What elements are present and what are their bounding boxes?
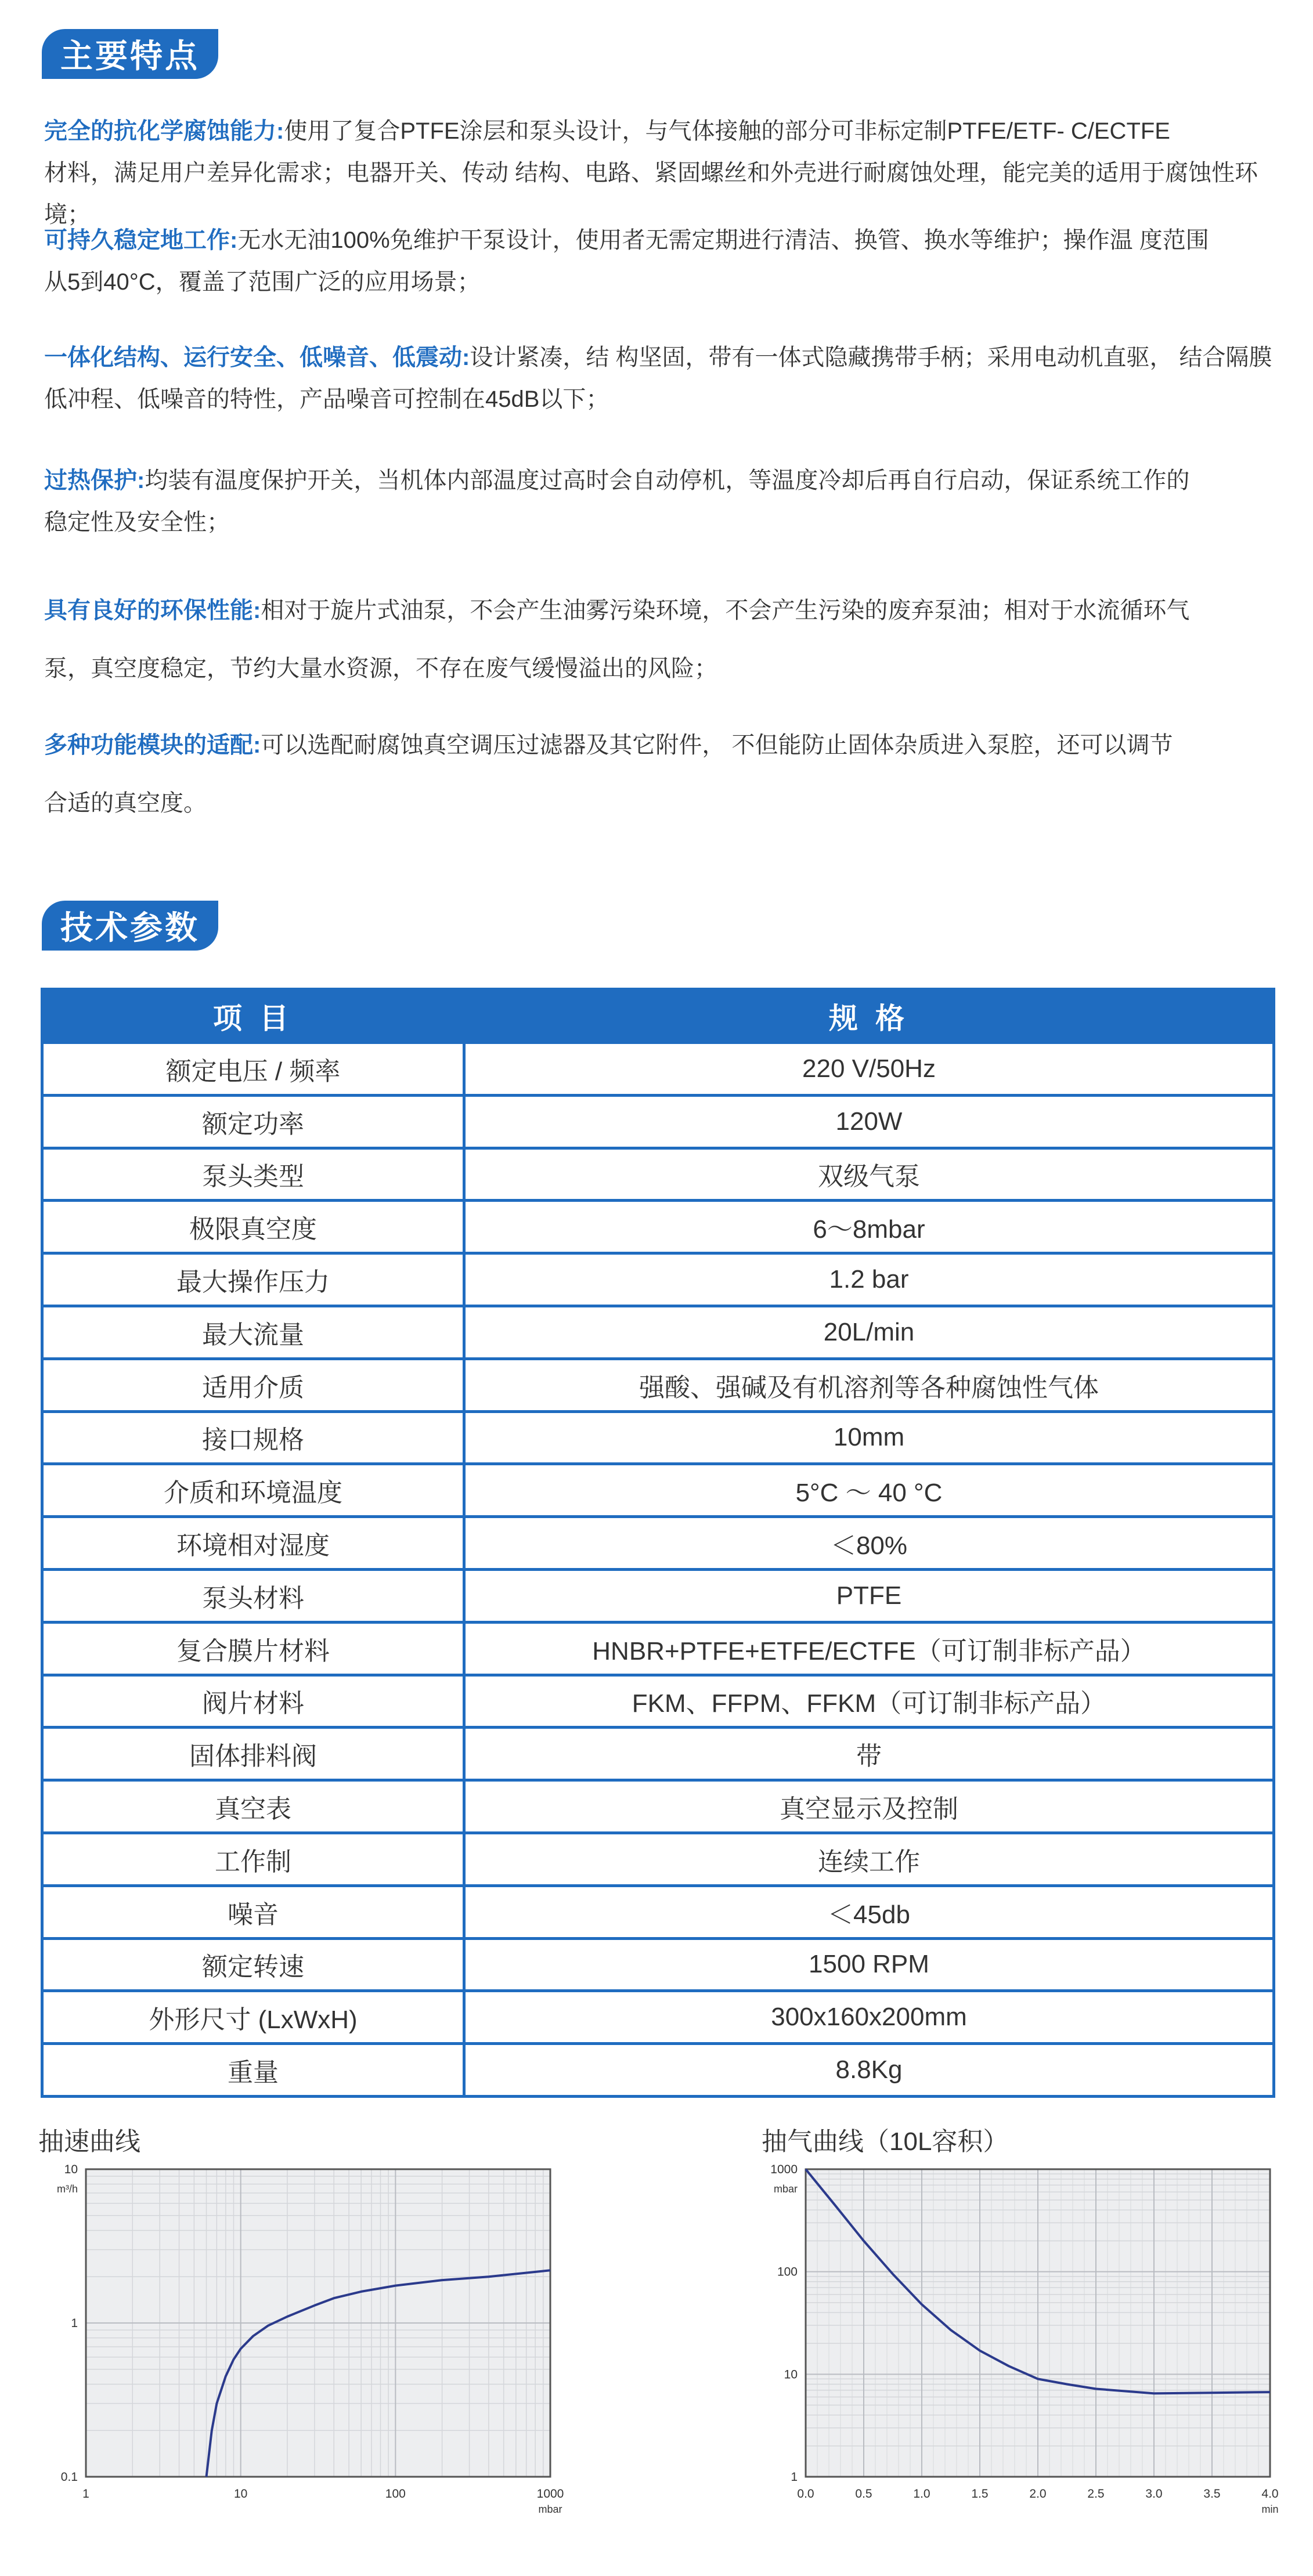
spec-item-cell: 额定转速	[42, 1938, 464, 1991]
feature-text: 相对于旋片式油泵，不会产生油雾污染环境，不会产生污染的废弃泵油；相对于水流循环气	[261, 598, 1190, 623]
spec-item-cell: 阀片材料	[42, 1675, 464, 1728]
spec-value-cell: ＜80%	[464, 1517, 1274, 1570]
feature-text: 低冲程、低噪音的特性，产品噪音可控制在45dB以下；	[44, 386, 609, 412]
spec-item-cell: 复合膜片材料	[42, 1622, 464, 1675]
spec-item-cell: 介质和环境温度	[42, 1464, 464, 1517]
evacuation-curve-chart	[755, 2159, 1279, 2515]
feature-title: 完全的抗化学腐蚀能力:	[44, 118, 284, 144]
table-row	[42, 1991, 1274, 2044]
pumping-speed-chart	[35, 2159, 564, 2515]
spec-item-cell: 泵头类型	[42, 1148, 464, 1201]
spec-item-cell: 噪音	[42, 1885, 464, 1938]
feature-text: 无水无油100%免维护干泵设计，使用者无需定期进行清洁、换管、换水等维护；操作温 度范围	[237, 227, 1209, 253]
specs-heading: 技术参数	[42, 901, 218, 951]
feature-text: 均装有温度保护开关，当机体内部温度过高时会自动停机，等温度冷却后再自行启动，保证系统工作的	[145, 468, 1190, 493]
spec-item-cell: 外形尺寸 (LxWxH)	[42, 1991, 464, 2044]
evacuation-chart-title: 抽气曲线（10L容积）	[762, 2127, 1009, 2156]
table-row	[42, 1833, 1274, 1885]
spec-item-cell: 环境相对湿度	[42, 1517, 464, 1570]
x-tick-label: 0.0	[797, 2487, 814, 2501]
spec-value-cell: 强酸、强碱及有机溶剂等各种腐蚀性气体	[464, 1359, 1274, 1411]
table-row	[42, 1938, 1274, 1991]
feature-title: 过热保护:	[44, 468, 145, 493]
column-header-item: 项 目	[42, 989, 464, 1043]
feature-title: 一体化结构、运行安全、低噪音、低震动:	[44, 345, 470, 370]
feature-stable-operation	[44, 219, 1275, 303]
feature-integrated-structure	[44, 337, 1275, 420]
spec-item-cell: 重量	[42, 2044, 464, 2097]
spec-item-cell: 工作制	[42, 1833, 464, 1885]
table-row	[42, 1095, 1274, 1148]
spec-item-cell: 额定电压 / 频率	[42, 1043, 464, 1096]
feature-text: 使用了复合PTFE涂层和泵头设计，与气体接触的部分可非标定制PTFE/ETF- C/ECTFE	[284, 118, 1170, 144]
table-row	[42, 1148, 1274, 1201]
x-tick-label: 10	[233, 2487, 248, 2501]
table-row	[42, 1359, 1274, 1411]
spec-item-cell: 最大操作压力	[42, 1253, 464, 1306]
x-tick-label: 4.0	[1261, 2487, 1279, 2501]
feature-text: 合适的真空度。	[44, 790, 207, 816]
table-row	[42, 2044, 1274, 2097]
spec-value-cell: 6～8mbar	[464, 1201, 1274, 1253]
spec-value-cell: 300x160x200mm	[464, 1991, 1274, 2044]
x-axis-label: mbar	[538, 2503, 562, 2515]
pumping-speed-chart-title: 抽速曲线	[38, 2127, 140, 2156]
table-row	[42, 1517, 1274, 1570]
spec-value-cell: ＜45db	[464, 1885, 1274, 1938]
spec-value-cell: 120W	[464, 1095, 1274, 1148]
table-row	[42, 1253, 1274, 1306]
spec-table-header	[42, 989, 1274, 1043]
spec-item-cell: 泵头材料	[42, 1569, 464, 1622]
spec-value-cell: 1.2 bar	[464, 1253, 1274, 1306]
spec-value-cell: FKM、FFPM、FFKM（可订制非标产品）	[464, 1675, 1274, 1728]
feature-overheat-protection	[44, 460, 1275, 543]
table-row	[42, 1885, 1274, 1938]
y-tick-label: 1	[791, 2470, 798, 2484]
table-row	[42, 1043, 1274, 1096]
spec-table	[41, 988, 1275, 2098]
feature-text: 设计紧凑，结 构坚固，带有一体式隐藏携带手柄；采用电动机直驱， 结合隔膜	[470, 345, 1272, 370]
y-axis-label: m³/h	[57, 2183, 78, 2195]
feature-text: 可以选配耐腐蚀真空调压过滤器及其它附件， 不但能防止固体杂质进入泵腔，还可以调节	[261, 732, 1173, 758]
table-row	[42, 1780, 1274, 1833]
x-tick-label: 1.0	[913, 2487, 930, 2501]
y-tick-label: 0.1	[60, 2470, 78, 2484]
spec-item-cell: 接口规格	[42, 1411, 464, 1464]
feature-title: 可持久稳定地工作:	[44, 227, 238, 253]
x-tick-label: 0.5	[855, 2487, 872, 2501]
feature-text: 从5到40°C，覆盖了范围广泛的应用场景；	[44, 269, 481, 295]
spec-value-cell: 10mm	[464, 1411, 1274, 1464]
column-header-spec: 规 格	[464, 989, 1274, 1043]
spec-value-cell: 5°C ～ 40 °C	[464, 1464, 1274, 1517]
y-tick-label: 10	[64, 2163, 78, 2176]
y-tick-label: 100	[777, 2265, 798, 2279]
x-tick-label: 2.0	[1029, 2487, 1047, 2501]
feature-title: 具有良好的环保性能:	[44, 598, 261, 623]
spec-item-cell: 固体排料阀	[42, 1728, 464, 1780]
feature-modules	[44, 716, 1275, 832]
table-row	[42, 1622, 1274, 1675]
spec-item-cell: 真空表	[42, 1780, 464, 1833]
feature-title: 多种功能模块的适配:	[44, 732, 261, 758]
spec-value-cell: HNBR+PTFE+ETFE/ECTFE（可订制非标产品）	[464, 1622, 1274, 1675]
spec-item-cell: 最大流量	[42, 1306, 464, 1359]
table-row	[42, 1411, 1274, 1464]
spec-item-cell: 极限真空度	[42, 1201, 464, 1253]
feature-text: 材料，满足用户差异化需求；电器开关、传动 结构、电路、紧固螺丝和外壳进行耐腐蚀处理，能完美的适用于腐蚀性环境；	[44, 160, 1258, 227]
x-tick-label: 2.5	[1087, 2487, 1105, 2501]
feature-text: 泵，真空度稳定，节约大量水资源，不存在废气缓慢溢出的风险；	[44, 656, 717, 681]
spec-item-cell: 适用介质	[42, 1359, 464, 1411]
y-tick-label: 10	[784, 2368, 798, 2382]
y-axis-label: mbar	[773, 2183, 798, 2195]
spec-value-cell: 220 V/50Hz	[464, 1043, 1274, 1096]
x-tick-label: 1000	[536, 2487, 564, 2501]
spec-value-cell: 双级气泵	[464, 1148, 1274, 1201]
feature-chemical-resistance	[44, 110, 1275, 236]
feature-text: 稳定性及安全性；	[44, 510, 230, 535]
spec-value-cell: 1500 RPM	[464, 1938, 1274, 1991]
spec-value-cell: PTFE	[464, 1569, 1274, 1622]
x-tick-label: 100	[385, 2487, 406, 2501]
y-tick-label: 1	[71, 2317, 78, 2330]
y-tick-label: 1000	[770, 2163, 798, 2176]
x-axis-label: min	[1261, 2503, 1279, 2515]
table-row	[42, 1306, 1274, 1359]
table-row	[42, 1464, 1274, 1517]
spec-value-cell: 带	[464, 1728, 1274, 1780]
feature-environmental	[44, 581, 1275, 698]
table-row	[42, 1728, 1274, 1780]
spec-value-cell: 真空显示及控制	[464, 1780, 1274, 1833]
x-tick-label: 1	[82, 2487, 89, 2501]
spec-value-cell: 8.8Kg	[464, 2044, 1274, 2097]
spec-item-cell: 额定功率	[42, 1095, 464, 1148]
spec-value-cell: 20L/min	[464, 1306, 1274, 1359]
table-row	[42, 1675, 1274, 1728]
spec-value-cell: 连续工作	[464, 1833, 1274, 1885]
x-tick-label: 1.5	[971, 2487, 989, 2501]
table-row	[42, 1201, 1274, 1253]
x-tick-label: 3.0	[1145, 2487, 1163, 2501]
features-heading: 主要特点	[42, 29, 218, 79]
table-row	[42, 1569, 1274, 1622]
x-tick-label: 3.5	[1203, 2487, 1221, 2501]
